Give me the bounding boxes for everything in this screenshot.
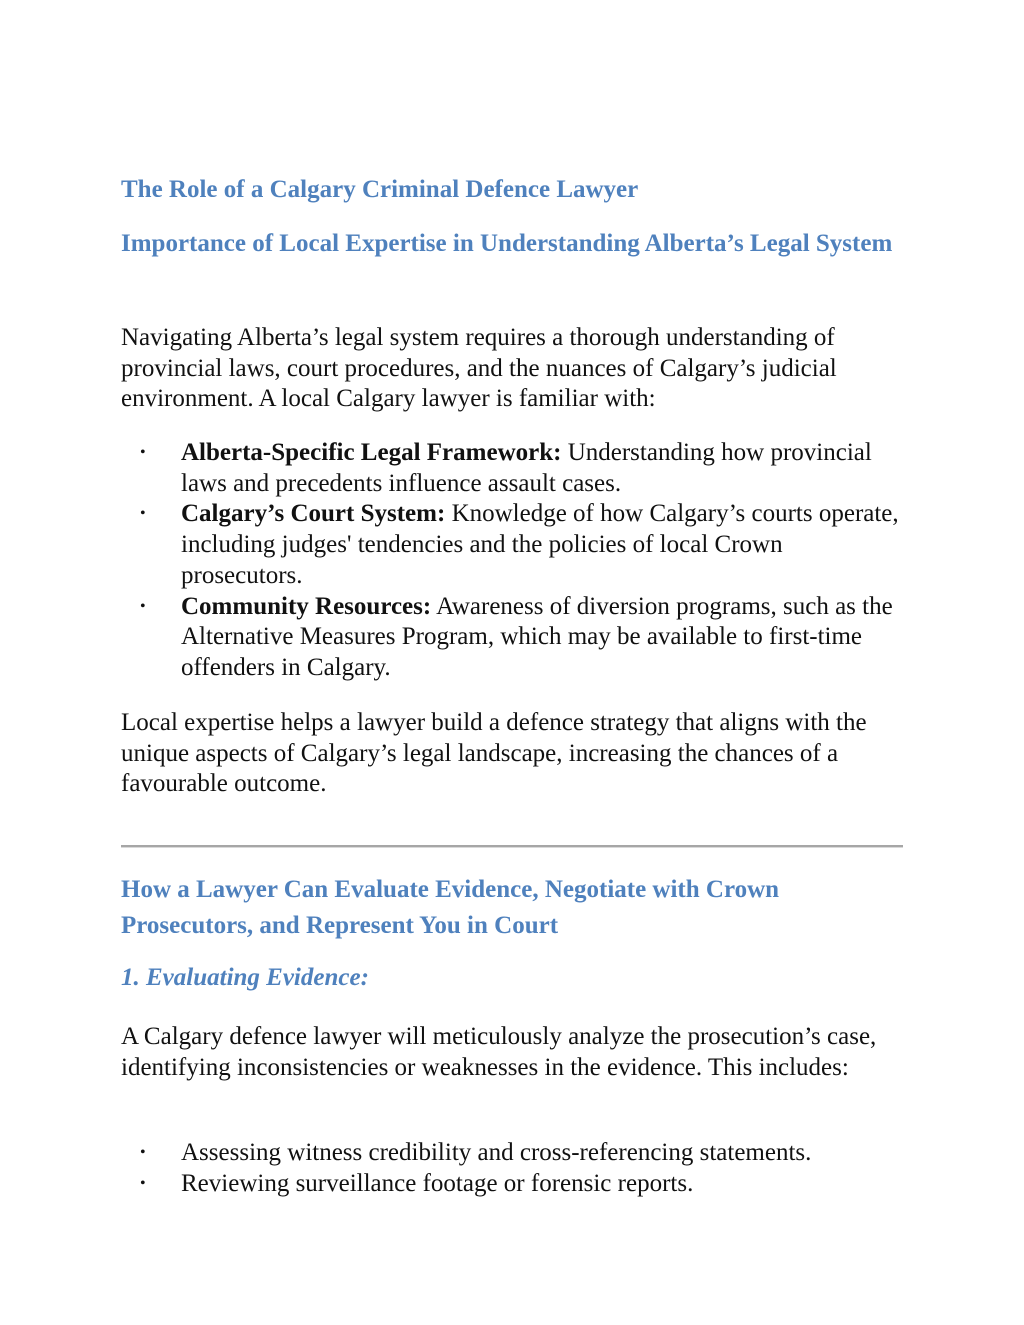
local-knowledge-list (121, 438, 901, 684)
intro-paragraph: Navigating Alberta’s legal system requires a thorough understanding of provincial laws, court procedures, and the nuances of Calgary’s judicial environment. A local Calgary lawyer is familiar with: (121, 324, 837, 412)
bullet-icon: • (140, 597, 146, 615)
conclusion-paragraph: Local expertise helps a lawyer build a defence strategy that aligns with the unique aspects of Calgary’s legal landscape, increasing the chances of a favourable outcome. (121, 709, 867, 797)
evidence-intro-paragraph: A Calgary defence lawyer will meticulously analyze the prosecution’s case, identifying inconsistencies or weaknesses in the evidence. This includes: (121, 1023, 877, 1081)
evidence-list (121, 1138, 901, 1199)
list-item-text: Reviewing surveillance footage or forensic reports. (181, 1169, 694, 1197)
subheading-evaluating-evidence: 1. Evaluating Evidence: (121, 964, 369, 991)
list-item-text: Understanding how provincial laws and precedents influence assault cases. (181, 439, 872, 497)
list-item (121, 438, 901, 499)
list-item-text: Assessing witness credibility and cross-referencing statements. (181, 1139, 812, 1166)
bullet-icon: • (140, 1174, 146, 1192)
section-title-evaluate-evidence: How a Lawyer Can Evaluate Evidence, Negotiate with Crown Prosecutors, and Represent You in Court (121, 876, 780, 939)
bullet-icon: • (140, 1144, 146, 1161)
list-item-term: Calgary’s Court System: (181, 500, 446, 528)
bullet-icon: • (140, 444, 146, 461)
list-item (121, 499, 901, 591)
list-item-term: Community Resources: (181, 592, 432, 620)
list-item-text: Awareness of diversion programs, such as the Alternative Measures Program, which may be available to first-time offenders in Calgary. (181, 592, 893, 681)
section-subtitle-local-expertise: Importance of Local Expertise in Understanding Alberta’s Legal System (121, 230, 893, 257)
list-item (121, 1169, 901, 1200)
list-item-term: Alberta-Specific Legal Framework: (181, 439, 562, 466)
list-item-text: Knowledge of how Calgary’s courts operate, including judges' tendencies and the policies of local Crown prosecutors. (181, 500, 899, 589)
bullet-icon: • (140, 505, 146, 523)
horizontal-divider (121, 845, 903, 848)
list-item (121, 592, 901, 684)
section-title-role: The Role of a Calgary Criminal Defence Lawyer (121, 176, 639, 203)
list-item (121, 1138, 901, 1169)
